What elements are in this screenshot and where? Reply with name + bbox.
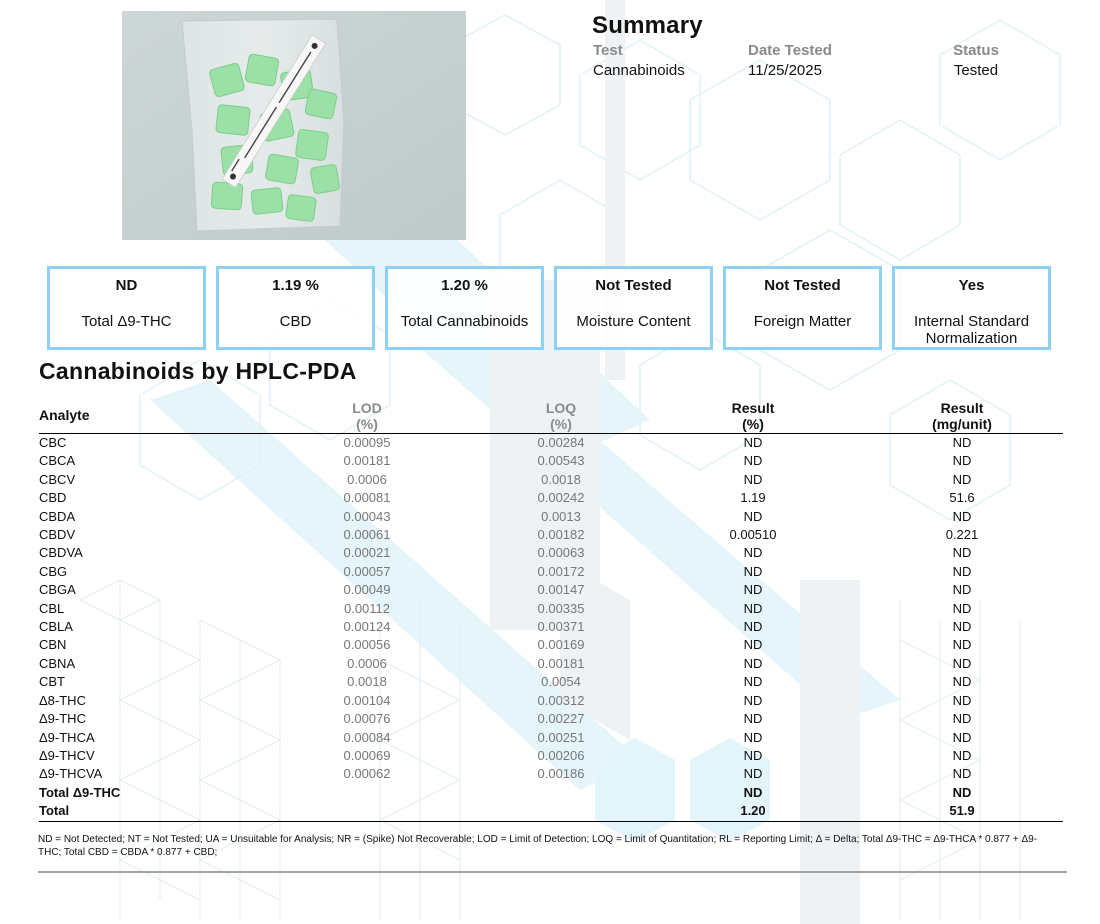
cell-loq: 0.00169: [537, 637, 585, 653]
cell-loq: 0.00181: [537, 655, 585, 671]
cell-lod: 0.00081: [343, 490, 391, 506]
cell-analyte: CBT: [39, 674, 65, 690]
cell-result-mg: ND: [952, 747, 972, 763]
footer-divider: [38, 871, 1067, 873]
summary-status-label: Status: [953, 42, 999, 59]
footnote-legend: ND = Not Detected; NT = Not Tested; UA = Unsuitable for Analysis; NR = (Spike) Not Recoverable; LOD = Limit of Detection; LOQ = Limit of Quantitation; RL = Reporting Limit; Δ = Delta; Total Δ9-THC = Δ9-THCA * 0.877 + Δ9-THC; Total CBD = CBDA * 0.877 + CBD;: [38, 834, 1038, 858]
cell-loq: 0.00251: [537, 729, 585, 745]
cell-loq: 0.0013: [541, 508, 581, 524]
table-row: [39, 765, 1063, 783]
cell-lod: 0.00061: [343, 527, 391, 543]
table-row: [39, 434, 1063, 453]
cell-loq: 0.00242: [537, 490, 585, 506]
cell-lod: 0.00076: [343, 711, 391, 727]
cell-result-pct: ND: [743, 784, 763, 800]
header-analyte: Analyte: [39, 398, 257, 434]
table-row: [39, 747, 1063, 765]
cell-analyte: CBCA: [39, 453, 76, 469]
table-row: [39, 655, 1063, 673]
cell-lod: 0.0006: [347, 471, 387, 487]
cell-loq: [477, 802, 645, 821]
total-row-d9-thc: [39, 784, 1063, 802]
stat-label: Total Cannabinoids: [400, 313, 529, 330]
cell-lod: 0.0006: [347, 655, 387, 671]
table-row: [39, 729, 1063, 747]
cell-result-pct: ND: [743, 766, 763, 782]
cell-result-pct: ND: [743, 747, 763, 763]
header-result-pct: [645, 398, 861, 434]
table-row: [39, 489, 1063, 507]
cell-result-mg: ND: [952, 619, 972, 635]
cell-loq: 0.00147: [537, 582, 585, 598]
cell-result-mg: ND: [952, 453, 972, 469]
cell-result-mg: ND: [952, 637, 972, 653]
cell-result-pct: ND: [743, 637, 763, 653]
summary-test: [593, 42, 685, 79]
cell-loq: 0.00543: [537, 453, 585, 469]
cell-result-pct: ND: [743, 692, 763, 708]
cell-analyte: CBGA: [39, 582, 76, 598]
stat-label: Total Δ9-THC: [81, 313, 172, 330]
cell-analyte: Δ9-THCA: [39, 729, 95, 745]
cell-lod: 0.00104: [343, 692, 391, 708]
cell-lod: 0.00043: [343, 508, 391, 524]
cell-result-mg: ND: [952, 692, 972, 708]
cell-result-pct: ND: [743, 655, 763, 671]
cell-loq: 0.00371: [537, 619, 585, 635]
product-photo-icon: [122, 11, 466, 240]
header-lod-unit: (%): [356, 416, 378, 432]
cell-loq: 0.0018: [541, 471, 581, 487]
cell-analyte: Δ8-THC: [39, 692, 86, 708]
cell-result-pct: ND: [743, 600, 763, 616]
cell-result-mg: ND: [952, 508, 972, 524]
table-row: [39, 452, 1063, 470]
cell-result-mg: 0.221: [945, 527, 979, 543]
cell-lod: 0.00181: [343, 453, 391, 469]
header-result-pct-unit: (%): [742, 416, 764, 432]
table-row: [39, 600, 1063, 618]
summary-date-tested: [748, 42, 832, 79]
cell-analyte: Δ9-THCVA: [39, 766, 103, 782]
summary-date-value: 11/25/2025: [748, 62, 822, 79]
cannabinoid-results-table: [39, 398, 1063, 822]
cell-result-mg: ND: [952, 674, 972, 690]
cell-lod: 0.00124: [343, 619, 391, 635]
cell-loq: 0.0054: [541, 674, 581, 690]
cell-lod: [257, 802, 477, 821]
cell-result-mg: ND: [952, 600, 972, 616]
cell-result-pct: ND: [743, 453, 763, 469]
header-loq-name: LOQ: [545, 400, 577, 416]
cell-loq: 0.00063: [537, 545, 585, 561]
cell-analyte: CBG: [39, 563, 68, 579]
header-loq: [477, 398, 645, 434]
cell-result-pct: ND: [743, 619, 763, 635]
stat-foreign-matter: [723, 266, 882, 350]
header-lod: [257, 398, 477, 434]
header-result-pct-name: Result: [731, 400, 775, 416]
cell-lod: 0.00049: [343, 582, 391, 598]
cell-result-pct: ND: [743, 545, 763, 561]
stat-label: Internal Standard Normalization: [913, 313, 1030, 347]
stat-total-cannabinoids: [385, 266, 544, 350]
cell-result-pct: ND: [743, 729, 763, 745]
table-row: [39, 526, 1063, 544]
cell-loq: 0.00227: [537, 711, 585, 727]
stat-value: Not Tested: [764, 277, 841, 294]
cell-result-mg: 51.6: [949, 490, 975, 506]
cell-result-pct: ND: [743, 563, 763, 579]
table-row: [39, 710, 1063, 728]
stat-value: Yes: [958, 277, 985, 294]
cell-result-pct: ND: [743, 508, 763, 524]
cell-result-pct: ND: [743, 711, 763, 727]
cell-analyte: CBD: [39, 490, 67, 506]
cell-loq: 0.00182: [537, 527, 585, 543]
table-row: [39, 636, 1063, 654]
cell-result-pct: ND: [743, 471, 763, 487]
cell-loq: 0.00206: [537, 747, 585, 763]
cell-lod: 0.00057: [343, 563, 391, 579]
stat-value: ND: [115, 277, 138, 294]
cell-result-pct: ND: [743, 582, 763, 598]
cell-analyte: Δ9-THCV: [39, 747, 95, 763]
cell-analyte: CBL: [39, 600, 65, 616]
stat-total-d9-thc: [47, 266, 206, 350]
cell-result-mg: ND: [952, 471, 972, 487]
summary-title: Summary: [592, 12, 703, 39]
product-photo: [122, 11, 466, 240]
header-result-mg-unit: (mg/unit): [932, 416, 992, 432]
cell-lod: 0.0018: [347, 674, 387, 690]
cell-result-mg: ND: [952, 766, 972, 782]
table-header-row: [39, 398, 1063, 434]
stat-internal-standard: [892, 266, 1051, 350]
cell-result-mg: ND: [952, 435, 972, 450]
cell-result-mg: ND: [952, 784, 972, 800]
cell-result-mg: ND: [952, 655, 972, 671]
summary-status: [950, 42, 1002, 79]
summary-status-value: Tested: [953, 62, 999, 79]
cell-result-pct: 1.20: [645, 802, 861, 821]
table-row: [39, 563, 1063, 581]
table-row: [39, 692, 1063, 710]
cell-analyte: Δ9-THC: [39, 711, 86, 727]
cell-analyte: Total Δ9-THC: [39, 784, 121, 800]
cell-result-mg: ND: [952, 563, 972, 579]
stat-value: 1.20 %: [441, 277, 488, 294]
cell-loq: 0.00284: [537, 435, 585, 450]
cell-result-mg: ND: [952, 711, 972, 727]
table-body: [39, 434, 1063, 822]
table-row: [39, 508, 1063, 526]
header-result-mg-name: Result: [940, 400, 984, 416]
cell-analyte: Total: [39, 802, 257, 821]
table-row: [39, 581, 1063, 599]
cell-loq: 0.00172: [537, 563, 585, 579]
table-row: [39, 673, 1063, 691]
cell-lod: 0.00062: [343, 766, 391, 782]
cell-analyte: CBDA: [39, 508, 76, 524]
cell-result-pct: 0.00510: [729, 527, 777, 543]
table-row: [39, 618, 1063, 636]
stat-label: CBD: [279, 313, 312, 330]
cell-analyte: CBDV: [39, 527, 76, 543]
cell-lod: 0.00095: [343, 435, 391, 450]
cell-result-pct: ND: [743, 435, 763, 450]
header-lod-name: LOD: [352, 400, 382, 416]
cell-lod: [257, 784, 477, 802]
cell-result-mg: ND: [952, 545, 972, 561]
cell-analyte: CBC: [39, 435, 67, 450]
cell-lod: 0.00112: [343, 600, 391, 616]
cell-analyte: CBNA: [39, 655, 76, 671]
summary-date-label: Date Tested: [748, 42, 832, 59]
summary-test-value: Cannabinoids: [593, 62, 685, 79]
section-title: Cannabinoids by HPLC-PDA: [39, 358, 357, 384]
cell-analyte: CBLA: [39, 619, 73, 635]
summary-test-label: Test: [593, 42, 623, 59]
table-row: [39, 544, 1063, 562]
stat-moisture-content: [554, 266, 713, 350]
cell-loq: [477, 784, 645, 802]
cell-result-mg: ND: [952, 582, 972, 598]
cell-analyte: CBCV: [39, 471, 76, 487]
header-loq-unit: (%): [550, 416, 572, 432]
total-row: [39, 802, 1063, 821]
stat-value: Not Tested: [595, 277, 672, 294]
cell-lod: 0.00069: [343, 747, 391, 763]
cell-lod: 0.00056: [343, 637, 391, 653]
cell-lod: 0.00021: [343, 545, 391, 561]
stat-value: 1.19 %: [272, 277, 319, 294]
header-result-mg: [861, 398, 1063, 434]
cell-loq: 0.00335: [537, 600, 585, 616]
cell-analyte: CBDVA: [39, 545, 83, 561]
cell-result-mg: 51.9: [861, 802, 1063, 821]
cell-lod: 0.00084: [343, 729, 391, 745]
stat-label: Moisture Content: [576, 313, 691, 330]
cell-result-pct: ND: [743, 674, 763, 690]
cell-analyte: CBN: [39, 637, 67, 653]
cell-loq: 0.00186: [537, 766, 585, 782]
cell-result-pct: 1.19: [740, 490, 766, 506]
stat-label: Foreign Matter: [753, 313, 852, 330]
table-row: [39, 471, 1063, 489]
cell-loq: 0.00312: [537, 692, 585, 708]
stat-cbd: [216, 266, 375, 350]
cell-result-mg: ND: [952, 729, 972, 745]
